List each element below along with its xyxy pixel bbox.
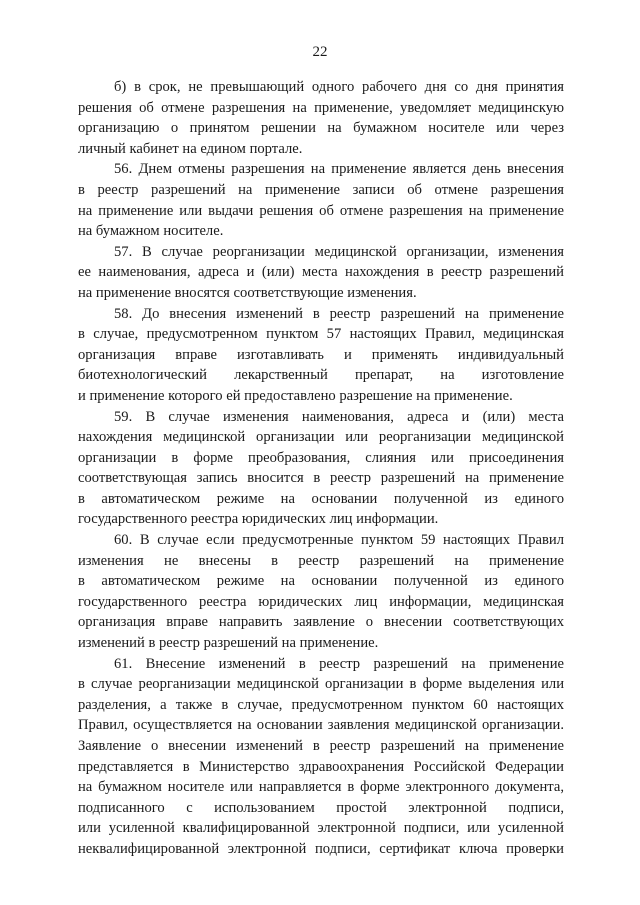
document-body — [78, 77, 564, 860]
paragraph-60 — [78, 530, 564, 654]
text-line: государственного реестра юридических лиц информации. — [78, 511, 439, 528]
text-line: организация вправе направить заявление о внесении соответствующих — [78, 614, 564, 631]
text-line: 56. Днем отмены разрешения на применение является день внесения — [114, 161, 564, 178]
text-line: государственного реестра юридических лиц информации, медицинская — [78, 593, 564, 610]
text-line: на бумажном носителе. — [78, 223, 224, 240]
text-line: неквалифицированной электронной подписи, сертификат ключа проверки — [78, 840, 564, 857]
paragraph-56 — [78, 159, 564, 241]
text-line: на применение или выдачи решения об отмене разрешения на применение — [78, 202, 564, 219]
text-line: биотехнологический лекарственный препарат, на изготовление — [78, 367, 564, 384]
text-line: 57. В случае реорганизации медицинской организации, изменения — [114, 243, 564, 260]
text-line: разделения, а также в случае, предусмотренном пунктом 60 настоящих — [78, 696, 564, 713]
text-line: Заявление о внесении изменений в реестр разрешений на применение — [78, 738, 564, 754]
text-line: в автоматическом режиме на основании полученной из единого — [78, 573, 564, 590]
paragraph-b — [78, 77, 564, 159]
text-line: личный кабинет на едином портале. — [78, 140, 303, 157]
text-line: и применение которого ей предоставлено разрешение на применение. — [78, 387, 513, 404]
text-line: на бумажном носителе или направляется в форме электронного документа, — [78, 779, 564, 796]
text-line: ее наименования, адреса и (или) места нахождения в реестр разрешений — [78, 264, 564, 281]
text-line: изменений в реестр разрешений на применение. — [78, 635, 379, 652]
text-line: организация вправе изготавливать и применять индивидуальный — [78, 346, 564, 363]
text-line: 58. До внесения изменений в реестр разрешений на применение — [114, 305, 564, 322]
text-line: представляется в Министерство здравоохранения Российской Федерации — [78, 758, 564, 775]
text-line: б) в срок, не превышающий одного рабочего дня со дня принятия — [114, 79, 564, 95]
text-line: или усиленной квалифицированной электронной подписи, или усиленной — [78, 820, 564, 837]
text-line: Правил, осуществляется на основании заявления медицинской организации. — [78, 717, 564, 734]
text-line: 59. В случае изменения наименования, адреса и (или) места — [114, 408, 564, 425]
text-line: в случае реорганизации медицинской организации в форме выделения или — [78, 676, 564, 693]
text-line: решения об отмене разрешения на применение, уведомляет медицинскую — [78, 99, 564, 116]
text-line: соответствующая запись вносится в реестр разрешений на применение — [78, 470, 564, 487]
text-line: 60. В случае если предусмотренные пунктом 59 настоящих Правил — [114, 532, 564, 549]
text-line: в автоматическом режиме на основании полученной из единого — [78, 490, 564, 507]
text-line: в случае, предусмотренном пунктом 57 настоящих Правил, медицинская — [78, 326, 564, 343]
text-line: на применение вносятся соответствующие изменения. — [78, 284, 417, 301]
text-line: 61. Внесение изменений в реестр разрешений на применение — [114, 655, 564, 672]
paragraph-59 — [78, 407, 564, 531]
text-line: нахождения медицинской организации или реорганизации медицинской — [78, 429, 564, 446]
text-line: в реестр разрешений на применение записи об отмене разрешения — [78, 181, 564, 198]
text-line: подписанного с использованием простой электронной подписи, — [78, 799, 564, 816]
paragraph-61 — [78, 654, 564, 860]
paragraph-57 — [78, 242, 564, 304]
text-line: изменения не внесены в реестр разрешений на применение — [78, 552, 564, 569]
paragraph-58 — [78, 304, 564, 407]
page-number: 22 — [312, 44, 328, 60]
text-line: организацию о принятом решении на бумажном носителе или через — [78, 120, 564, 137]
text-line: организации в форме преобразования, слияния или присоединения — [78, 449, 564, 466]
